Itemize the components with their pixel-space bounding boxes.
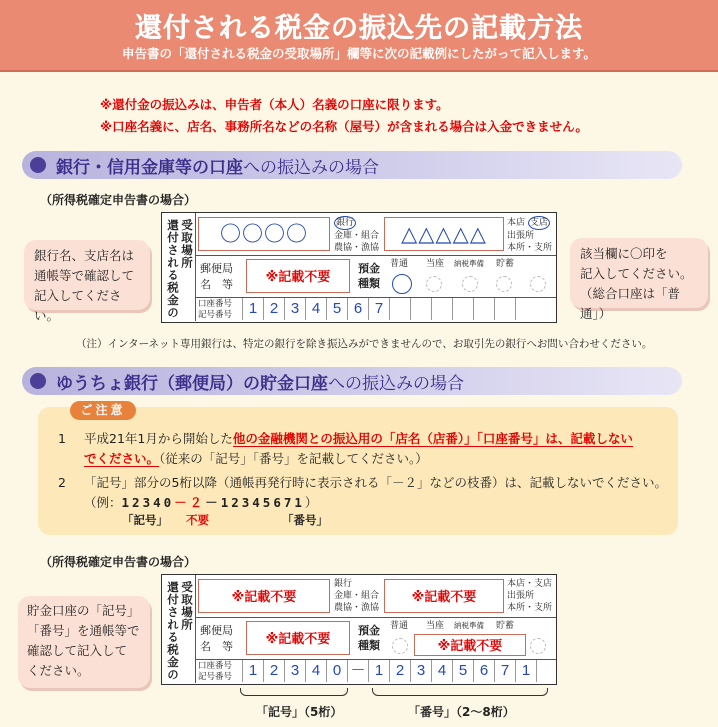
callout-bank-name: 銀行名、支店名は 通帳等で確認して 記入してください。: [24, 240, 150, 310]
deposit-type-label: 預金種類: [358, 262, 380, 290]
number-bracket: [372, 688, 548, 696]
post-office-field[interactable]: ※記載不要: [246, 621, 350, 655]
callout-deposit-type: 該当欄に〇印を 記入してください。 （総合口座は「普通」）: [570, 238, 708, 308]
branch-name-field[interactable]: ※記載不要: [384, 579, 504, 613]
deposit-type-grid: 普通 当座 納税準備 貯蓄: [386, 258, 556, 296]
form-side-label: 還付される税金の: [166, 219, 180, 319]
deposit-type-grid: 普通 当座 納税準備 貯蓄 ※記載不要: [386, 620, 556, 658]
notice-item-1: 平成21年1月から開始した他の金融機関との振込用の「店名（店番）」「口座番号」は、記載しない でください。（従来の「記号」「番号」を記載してください。）: [84, 431, 633, 466]
notice-item-2: 「記号」部分の5桁以降（通帳再発行時に表示される「－２」などの枝番）は、記載しないでください。: [84, 475, 667, 490]
code-bracket: [240, 688, 348, 696]
page-subtitle: 申告書の「還付される税金の受取場所」欄等に次の記載例にしたがって記入します。: [121, 46, 596, 61]
branch-type-selected: 支店: [529, 218, 548, 228]
callout-yucho: 貯金口座の「記号」 「番号」を通帳等で 確認して記入して ください。: [18, 596, 150, 688]
example-branch-label: 不要: [186, 513, 209, 527]
deposit-type-field[interactable]: ※記載不要: [414, 634, 526, 656]
bullet-icon: [30, 157, 46, 173]
footnote: （注）インターネット専用銀行は、特定の銀行を除き振込みができませんので、お取引先の銀行へお問い合わせください。: [76, 338, 653, 350]
bullet-icon: [30, 373, 46, 389]
section-yucho-title-tail: への振込みの場合: [328, 374, 464, 394]
account-digits[interactable]: 1 2 3 4 0 － 1 2 3 4 5 6 7 1: [242, 660, 554, 682]
section-yucho-title: ゆうちょ銀行（郵便局）の貯金口座: [56, 374, 328, 394]
account-number-label: 口座番号: [198, 299, 233, 309]
section-bank-caption: （所得税確定申告書の場合）: [40, 193, 197, 207]
bank-name-field[interactable]: ※記載不要: [198, 579, 330, 613]
digit-separator: －: [348, 660, 369, 682]
yucho-form: 還付される税金の 受取場所 ※記載不要 銀行 金庫・組合 農協・漁協 ※記載不要 本店・支店 出張所 本所・支所 郵便局 名 等 ※記載不要 預金種類 普通 当座 納税準備 貯蓄 ※記載不要 口座番号 記号番号 1 2 3 4 0 － 1 2 3 4 5 6 7 1: [161, 574, 557, 685]
bank-type-options: 銀行 金庫・組合 農協・漁協: [334, 218, 380, 253]
notice-box: 1 平成21年1月から開始した他の金融機関との振込用の「店名（店番）」「口座番号」は、記載しない でください。（従来の「記号」「番号」を記載してください。） 2 「記号」部分の5桁以降（通帳再発行時に表示される「－２」などの枝番）は、記載しないでください。 （例：12340－２－12345671） 「記号」 不要 「番号」: [38, 407, 678, 535]
bank-name-field[interactable]: 〇〇〇〇: [198, 217, 330, 251]
example-number-label: 「番号」: [282, 513, 328, 527]
post-label: 郵便局: [200, 262, 233, 275]
section-yucho-heading: [22, 367, 682, 395]
warning-1: ※還付金の振込みは、申告者（本人）名義の口座に限ります。: [100, 97, 449, 112]
page-title: 還付される税金の振込先の記載方法: [135, 13, 583, 44]
section-yucho-caption: （所得税確定申告書の場合）: [40, 555, 197, 569]
notice-label: ご注意: [70, 401, 136, 420]
section-bank-heading: [22, 151, 682, 179]
branch-name-field[interactable]: △△△△△: [384, 217, 504, 251]
account-digits[interactable]: 1 2 3 4 5 6 7: [242, 298, 554, 320]
section-bank-title: 銀行・信用金庫等の口座: [56, 158, 243, 178]
branch-type-options: 本店 支店 出張所 本所・支所: [507, 218, 553, 253]
post-office-field[interactable]: ※記載不要: [246, 259, 350, 293]
form-side-label-2: 受取場所: [180, 219, 194, 269]
warning-2: ※口座名義に、店名、事務所名などの名称（屋号）が含まれる場合は入金できません。: [100, 119, 588, 134]
bank-type-selected: 銀行: [336, 218, 355, 228]
code-digits-label: 「記号」（5桁）: [256, 705, 343, 719]
example-code-label: 「記号」: [122, 513, 168, 527]
deposit-selected-circle[interactable]: [392, 274, 412, 294]
bank-form: 還付される税金の 受取場所 〇〇〇〇 銀行 金庫・組合 農協・漁協 △△△△△ 本店 支店 出張所 本所・支所 郵便局 名 等 ※記載不要 預金種類 普通 当座 納税準備 貯蓄 口座番号 記号番号 1 2 3 4 5 6 7: [161, 212, 557, 323]
notice-example: （例：12340－２－12345671）: [84, 495, 318, 510]
number-digits-label: 「番号」（2～8桁）: [408, 705, 515, 719]
section-bank-title-tail: への振込みの場合: [243, 158, 379, 178]
